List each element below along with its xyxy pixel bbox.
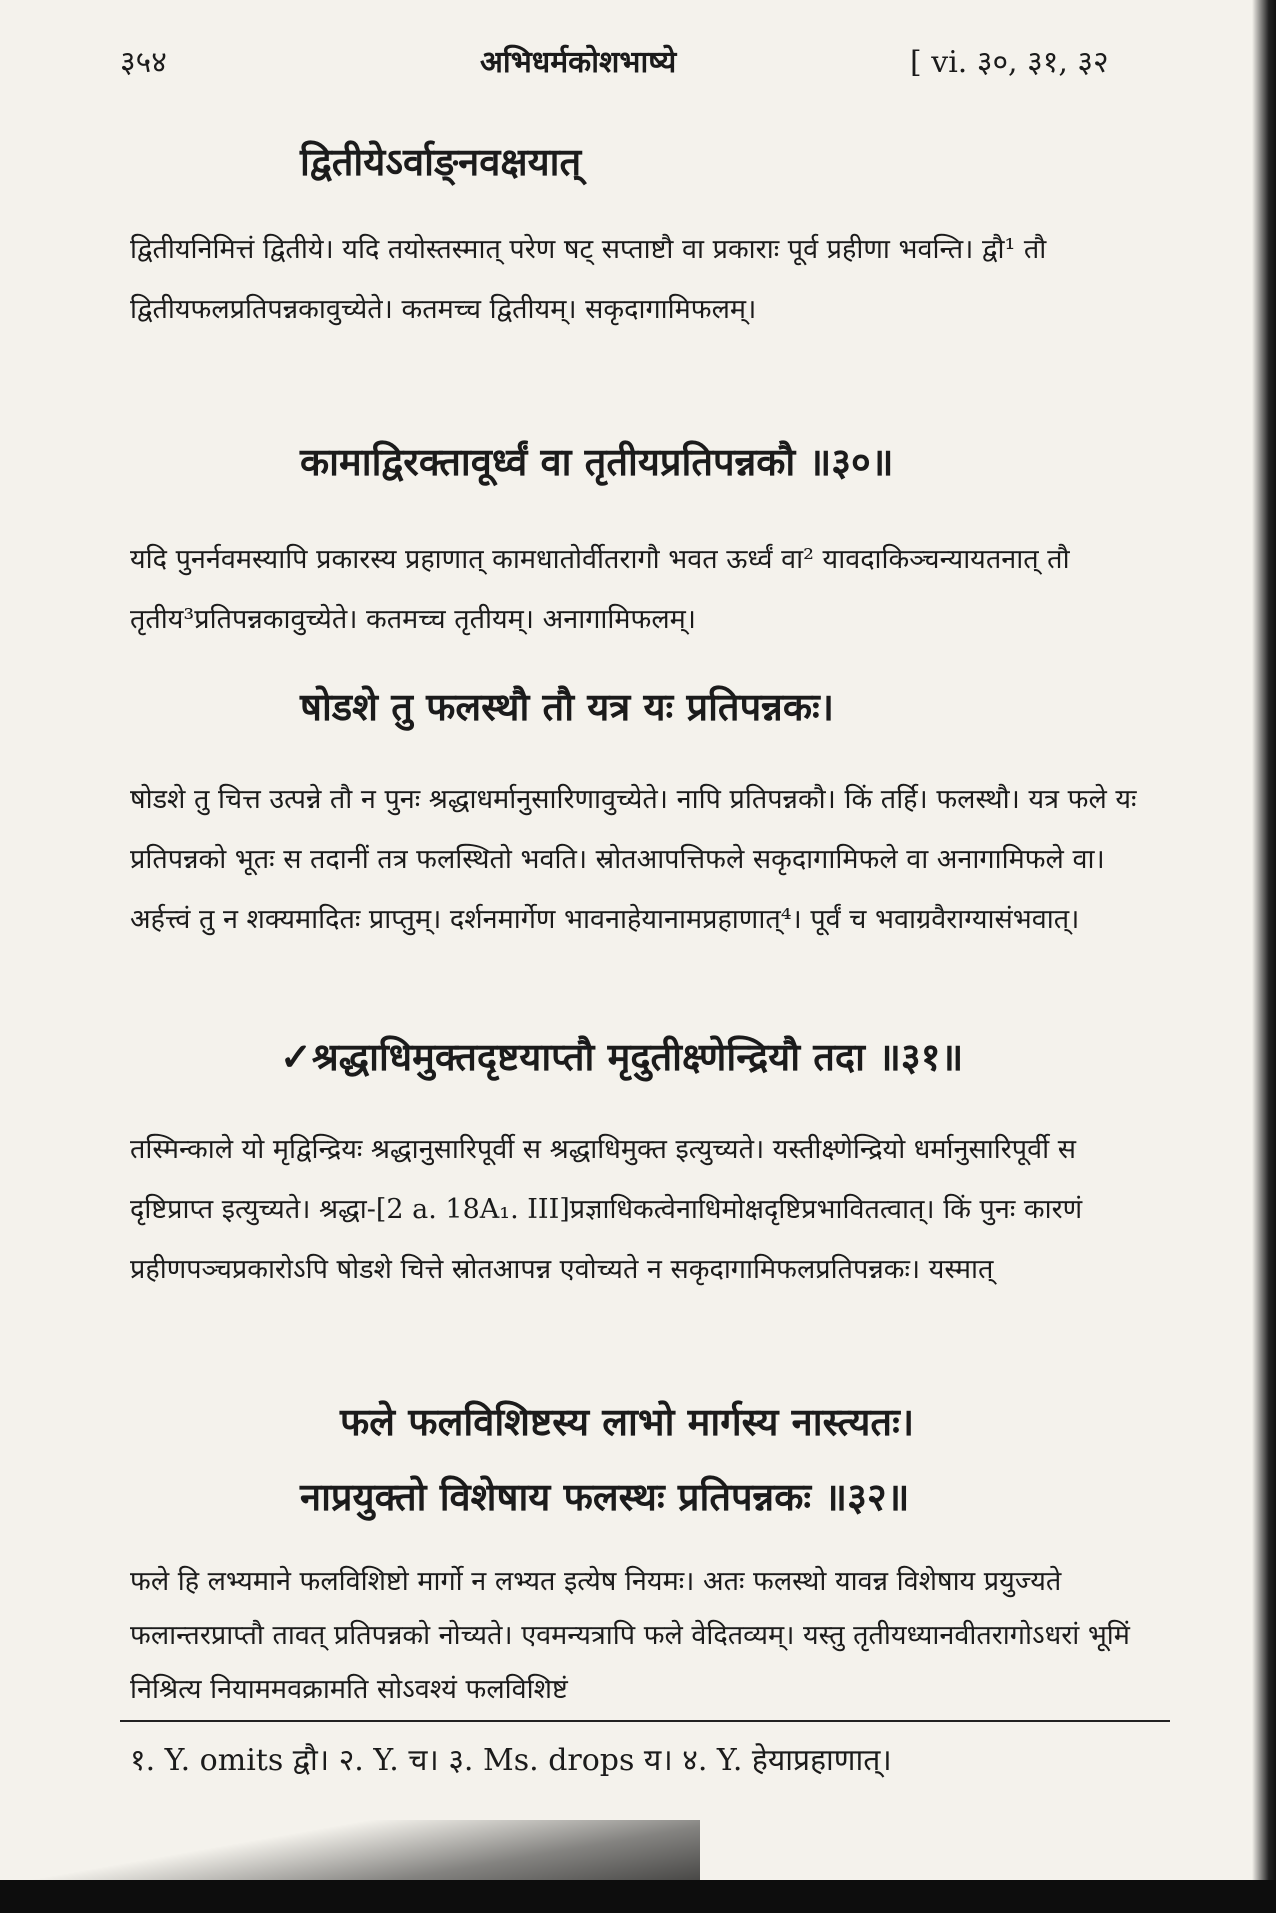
verse-5b: नाप्रयुक्तो विशेषाय फलस्थः प्रतिपन्नकः ॥३२॥	[300, 1474, 910, 1519]
commentary-2	[130, 530, 1160, 650]
footnote-rule	[120, 1720, 1170, 1722]
running-title: अभिधर्मकोशभाष्ये	[480, 45, 677, 80]
scan-bottom-edge	[0, 1880, 1276, 1913]
verse-3: षोडशे तु फलस्थौ तौ यत्र यः प्रतिपन्नकः।	[300, 684, 835, 729]
section-reference: [ vi. ३०, ३१, ३२	[910, 45, 1109, 80]
commentary-1	[130, 220, 1160, 340]
commentary-3-text: षोडशे तु चित्त उत्पन्ने तौ न पुनः श्रद्धाधर्मानुसारिणावुच्येते। नापि प्रतिपन्नकौ। किं तर्हि। फलस्थौ। यत्र फले यः प्रतिपन्नको भूतः स तदानीं तत्र फलस्थितो भवति। स्रोतआपत्तिफले सकृदागामिफले वा अनागामिफले वा। अर्हत्त्वं तु न शक्यमादितः प्राप्तुम्। दर्शनमार्गेण भावनाहेयानामप्रहाणात्⁴। पूर्वं च भवाग्रवैराग्यासंभवात्।	[130, 784, 1137, 935]
commentary-5-text: फले हि लभ्यमाने फलविशिष्टो मार्गो न लभ्यत इत्येष नियमः। अतः फलस्थो यावन्न विशेषाय प्रयुज्यते फलान्तरप्राप्तौ तावत् प्रतिपन्नको नोच्यते। एवमन्यत्रापि फले वेदितव्यम्। यस्तु तृतीयध्यानवीतरागोऽधरां भूमिं निश्रित्य नियाममवक्रामति सोऽवश्यं फलविशिष्टं	[130, 1566, 1130, 1705]
verse-2: कामाद्विरक्तावूर्ध्वं वा तृतीयप्रतिपन्नकौ ॥३०॥	[300, 439, 894, 484]
commentary-3	[130, 770, 1160, 950]
commentary-5	[130, 1555, 1160, 1717]
verse-5a: फले फलविशिष्टस्य लाभो मार्गस्य नास्त्यतः।	[340, 1399, 915, 1444]
commentary-4	[130, 1120, 1160, 1300]
commentary-4-text: तस्मिन्काले यो मृद्विन्द्रियः श्रद्धानुसारिपूर्वी स श्रद्धाधिमुक्त इत्युच्यते। यस्तीक्ष्णेन्द्रियो धर्मानुसारिपूर्वी स दृष्टिप्राप्त इत्युच्यते। श्रद्धा-[2 a. 18A₁. III]प्रज्ञाधिकत्वेनाधिमोक्षदृष्टिप्रभावितत्वात्। किं पुनः कारणं प्रहीणपञ्चप्रकारोऽपि षोडशे चित्ते स्रोतआपन्न एवोच्यते न सकृदागामिफलप्रतिपन्नकः। यस्मात्	[130, 1134, 1083, 1285]
verse-4: ✓श्रद्धाधिमुक्तदृष्टयाप्तौ मृदुतीक्ष्णेन्द्रियौ तदा ॥३१॥	[280, 1034, 964, 1079]
page-number: ३५४	[120, 45, 167, 80]
page-edge-shadow	[1252, 0, 1276, 1913]
footnotes: १. Y. omits द्वौ। २. Y. च। ३. Ms. drops य। ४. Y. हेयाप्रहाणात्।	[130, 1743, 892, 1778]
verse-1: द्वितीयेऽर्वाङ्नवक्षयात्	[300, 139, 582, 184]
commentary-2-text: यदि पुनर्नवमस्यापि प्रकारस्य प्रहाणात् कामधातोर्वीतरागौ भवत ऊर्ध्वं वा² यावदाकिञ्चन्यायतनात् तौ तृतीय³प्रतिपन्नकावुच्येते। कतमच्च तृतीयम्। अनागामिफलम्।	[130, 544, 1070, 635]
commentary-1-text: द्वितीयनिमित्तं द्वितीये। यदि तयोस्तस्मात् परेण षट् सप्ताष्टौ वा प्रकाराः पूर्व प्रहीणा भवन्ति। द्वौ¹ तौ द्वितीयफलप्रतिपन्नकावुच्येते। कतमच्च द्वितीयम्। सकृदागामिफलम्।	[130, 234, 1047, 325]
